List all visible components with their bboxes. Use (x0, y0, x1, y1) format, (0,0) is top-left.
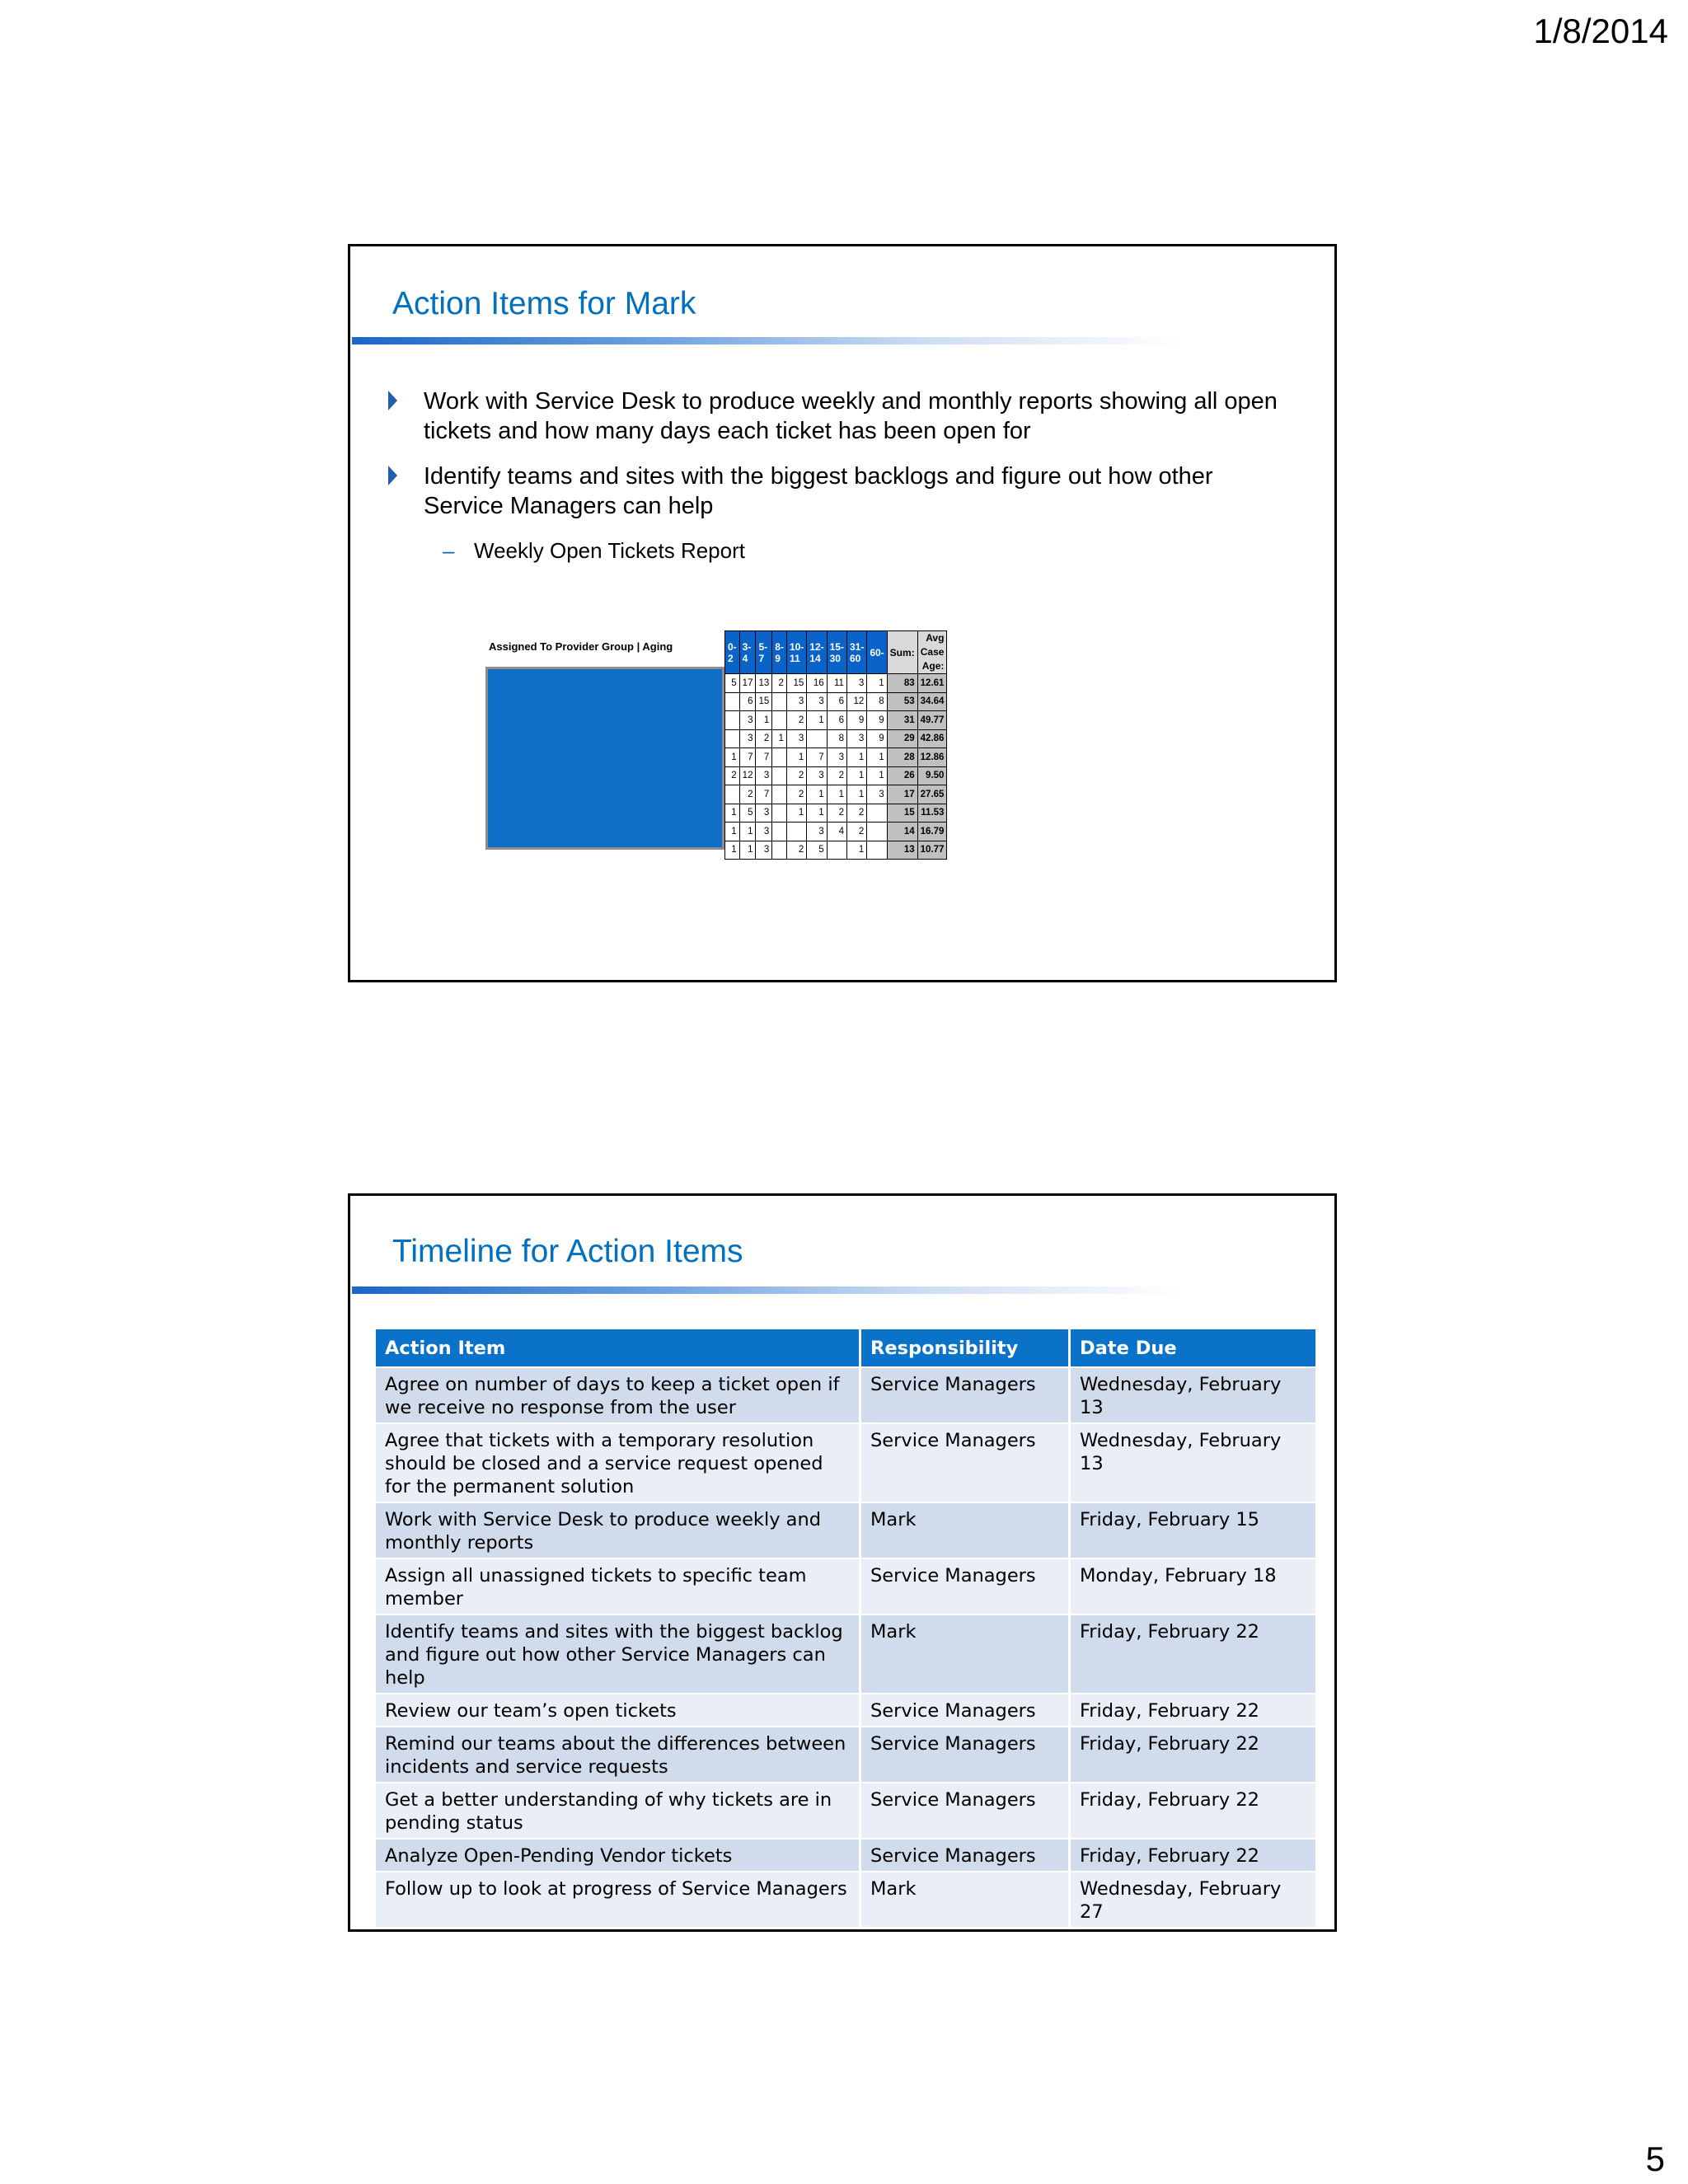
aging-row (725, 766, 947, 785)
bullet-text: Work with Service Desk to produce weekly and monthly reports showing all open tickets and how many days each ticket has been open for (424, 388, 1278, 444)
aging-cell (725, 692, 740, 711)
aging-cell: 1 (725, 841, 740, 860)
aging-cell: 2 (739, 785, 756, 804)
aging-cell: 13 (756, 674, 772, 693)
aging-cell: 1 (846, 766, 866, 785)
timeline-header-row (376, 1329, 1315, 1367)
responsibility-cell: Service Managers (860, 1783, 1070, 1839)
date-due-cell: Friday, February 22 (1070, 1694, 1316, 1727)
aging-cell: 9 (867, 729, 887, 748)
aging-cell: 1 (739, 841, 756, 860)
aging-cell: 1 (772, 729, 787, 748)
page-date: 1/8/2014 (1533, 12, 1668, 50)
aging-cell (772, 711, 787, 730)
action-item-cell: Agree on number of days to keep a ticket open if we receive no response from the user (376, 1367, 860, 1423)
aging-cell: 1 (725, 748, 740, 767)
aging-cell: 1 (756, 711, 772, 730)
aging-cell: 1 (846, 748, 866, 767)
aging-avg-cell: 27.65 (917, 785, 947, 804)
aging-column-header: 31-60 (846, 631, 866, 674)
aging-cell: 2 (846, 804, 866, 823)
responsibility-cell: Service Managers (860, 1839, 1070, 1872)
aging-cell: 9 (867, 711, 887, 730)
aging-sum-cell: 28 (887, 748, 917, 767)
table-row (376, 1615, 1315, 1694)
aging-row (725, 711, 947, 730)
aging-cell (772, 785, 787, 804)
aging-cell: 5 (807, 841, 827, 860)
aging-cell: 2 (786, 841, 806, 860)
aging-cell: 9 (846, 711, 866, 730)
aging-sum-cell: 29 (887, 729, 917, 748)
aging-row (725, 841, 947, 860)
date-due-cell: Friday, February 22 (1070, 1783, 1316, 1839)
aging-cell: 3 (786, 692, 806, 711)
aging-sum-cell: 13 (887, 841, 917, 860)
aging-cell (772, 692, 787, 711)
aging-cell: 2 (786, 766, 806, 785)
action-item-cell: Work with Service Desk to produce weekly and monthly reports (376, 1502, 860, 1558)
table-row (376, 1727, 1315, 1783)
action-item-cell: Assign all unassigned tickets to specific team member (376, 1558, 860, 1615)
aging-header-row (725, 631, 947, 674)
aging-cell: 3 (739, 729, 756, 748)
aging-sum-cell: 14 (887, 823, 917, 841)
aging-cell (867, 823, 887, 841)
aging-avg-cell: 9.50 (917, 766, 947, 785)
aging-cell: 4 (827, 823, 846, 841)
aging-cell (807, 729, 827, 748)
column-header-date-due: Date Due (1070, 1329, 1316, 1367)
aging-cell (725, 729, 740, 748)
action-item-cell: Follow up to look at progress of Service Managers (376, 1872, 860, 1927)
aging-sum-cell: 53 (887, 692, 917, 711)
column-header-responsibility: Responsibility (860, 1329, 1070, 1367)
report-row-header: Assigned To Provider Group | Aging (489, 640, 673, 653)
responsibility-cell: Service Managers (860, 1694, 1070, 1727)
bullet-item (383, 387, 1290, 446)
aging-cell: 3 (807, 692, 827, 711)
aging-cell: 1 (807, 804, 827, 823)
aging-cell: 1 (846, 785, 866, 804)
date-due-cell: Friday, February 22 (1070, 1839, 1316, 1872)
table-row (376, 1558, 1315, 1615)
aging-row (725, 804, 947, 823)
aging-cell: 3 (756, 766, 772, 785)
sub-bullet-text: Weekly Open Tickets Report (474, 538, 745, 563)
table-row (376, 1423, 1315, 1502)
aging-cell (725, 785, 740, 804)
aging-cell: 1 (725, 804, 740, 823)
aging-cell: 2 (827, 766, 846, 785)
title-underline (352, 337, 1184, 344)
action-item-cell: Identify teams and sites with the biggest backlog and figure out how other Service Managers can help (376, 1615, 860, 1694)
aging-cell: 1 (807, 711, 827, 730)
responsibility-cell: Service Managers (860, 1558, 1070, 1615)
aging-cell: 1 (786, 748, 806, 767)
slide-action-items (348, 244, 1337, 982)
aging-cell: 1 (867, 674, 887, 693)
aging-cell: 1 (807, 785, 827, 804)
aging-column-header: 60- (867, 631, 887, 674)
aging-cell: 2 (786, 711, 806, 730)
aging-cell: 5 (725, 674, 740, 693)
aging-cell: 17 (739, 674, 756, 693)
aging-cell: 15 (786, 674, 806, 693)
aging-sum-cell: 31 (887, 711, 917, 730)
aging-row (725, 674, 947, 693)
aging-cell: 7 (807, 748, 827, 767)
date-due-cell: Friday, February 22 (1070, 1615, 1316, 1694)
aging-column-header: 3-4 (739, 631, 756, 674)
timeline-table (376, 1329, 1315, 1927)
date-due-cell: Wednesday, February 13 (1070, 1423, 1316, 1502)
title-underline (352, 1286, 1184, 1294)
aging-cell: 8 (867, 692, 887, 711)
responsibility-cell: Service Managers (860, 1367, 1070, 1423)
aging-cell (772, 841, 787, 860)
aging-cell: 2 (772, 674, 787, 693)
aging-cell: 2 (827, 804, 846, 823)
aging-column-header: 8-9 (772, 631, 787, 674)
triangle-bullet-icon (388, 391, 397, 410)
aging-cell: 11 (827, 674, 846, 693)
aging-cell: 3 (827, 748, 846, 767)
aging-cell: 3 (739, 711, 756, 730)
aging-cell: 7 (756, 785, 772, 804)
aging-cell: 2 (756, 729, 772, 748)
sub-bullet-item (383, 537, 1290, 565)
column-header-action-item: Action Item (376, 1329, 860, 1367)
dash-bullet-icon: – (443, 538, 455, 563)
table-row (376, 1783, 1315, 1839)
aging-avg-cell: 11.53 (917, 804, 947, 823)
aging-sum-cell: 17 (887, 785, 917, 804)
aging-sum-cell: 15 (887, 804, 917, 823)
aging-table (724, 630, 947, 860)
aging-sum-cell: 26 (887, 766, 917, 785)
aging-cell: 16 (807, 674, 827, 693)
bullet-text: Identify teams and sites with the biggest backlogs and figure out how other Service Managers can help (424, 463, 1213, 519)
responsibility-cell: Mark (860, 1502, 1070, 1558)
slide-title: Action Items for Mark (392, 286, 696, 321)
aging-cell: 1 (867, 766, 887, 785)
aging-cell: 7 (739, 748, 756, 767)
aging-cell (725, 711, 740, 730)
action-item-cell: Remind our teams about the differences between incidents and service requests (376, 1727, 860, 1783)
aging-cell: 1 (846, 841, 866, 860)
aging-cell (867, 841, 887, 860)
aging-column-header: Avg Case Age: (917, 631, 947, 674)
aging-cell: 3 (807, 766, 827, 785)
aging-cell: 1 (725, 823, 740, 841)
aging-row (725, 785, 947, 804)
bullet-item (383, 462, 1290, 521)
aging-column-header: 0-2 (725, 631, 740, 674)
aging-avg-cell: 42.86 (917, 729, 947, 748)
aging-avg-cell: 34.64 (917, 692, 947, 711)
action-item-cell: Get a better understanding of why tickets are in pending status (376, 1783, 860, 1839)
aging-cell: 6 (827, 692, 846, 711)
aging-column-header: 10-11 (786, 631, 806, 674)
aging-cell (867, 804, 887, 823)
aging-cell: 7 (756, 748, 772, 767)
aging-cell: 3 (846, 729, 866, 748)
aging-cell: 2 (725, 766, 740, 785)
date-due-cell: Monday, February 18 (1070, 1558, 1316, 1615)
aging-cell: 12 (846, 692, 866, 711)
aging-cell: 1 (867, 748, 887, 767)
responsibility-cell: Mark (860, 1872, 1070, 1927)
date-due-cell: Wednesday, February 27 (1070, 1872, 1316, 1927)
aging-avg-cell: 12.61 (917, 674, 947, 693)
aging-cell (772, 748, 787, 767)
aging-column-header: Sum: (887, 631, 917, 674)
responsibility-cell: Service Managers (860, 1423, 1070, 1502)
aging-avg-cell: 12.86 (917, 748, 947, 767)
aging-row (725, 823, 947, 841)
aging-cell: 1 (827, 785, 846, 804)
date-due-cell: Wednesday, February 13 (1070, 1367, 1316, 1423)
responsibility-cell: Service Managers (860, 1727, 1070, 1783)
aging-cell: 3 (756, 841, 772, 860)
aging-cell (772, 823, 787, 841)
action-item-cell: Review our team’s open tickets (376, 1694, 860, 1727)
bullet-list (383, 387, 1290, 565)
responsibility-cell: Mark (860, 1615, 1070, 1694)
aging-column-header: 12-14 (807, 631, 827, 674)
aging-cell: 3 (807, 823, 827, 841)
aging-avg-cell: 16.79 (917, 823, 947, 841)
date-due-cell: Friday, February 15 (1070, 1502, 1316, 1558)
aging-sum-cell: 83 (887, 674, 917, 693)
aging-cell: 2 (846, 823, 866, 841)
aging-cell: 3 (786, 729, 806, 748)
aging-cell (786, 823, 806, 841)
aging-cell: 6 (827, 711, 846, 730)
aging-cell: 3 (867, 785, 887, 804)
slide-timeline (348, 1193, 1337, 1932)
table-row (376, 1502, 1315, 1558)
aging-cell: 12 (739, 766, 756, 785)
aging-avg-cell: 49.77 (917, 711, 947, 730)
aging-column-header: 5-7 (756, 631, 772, 674)
table-row (376, 1694, 1315, 1727)
table-row (376, 1872, 1315, 1927)
action-item-cell: Analyze Open-Pending Vendor tickets (376, 1839, 860, 1872)
aging-column-header: 15-30 (827, 631, 846, 674)
aging-cell: 6 (739, 692, 756, 711)
redacted-group-names (485, 667, 724, 850)
aging-cell: 5 (739, 804, 756, 823)
aging-avg-cell: 10.77 (917, 841, 947, 860)
aging-cell: 3 (756, 804, 772, 823)
action-item-cell: Agree that tickets with a temporary resolution should be closed and a service request opened for the permanent solution (376, 1423, 860, 1502)
aging-cell (827, 841, 846, 860)
table-row (376, 1367, 1315, 1423)
aging-cell: 3 (846, 674, 866, 693)
aging-cell: 8 (827, 729, 846, 748)
aging-cell (772, 766, 787, 785)
aging-row (725, 729, 947, 748)
aging-row (725, 748, 947, 767)
aging-row (725, 692, 947, 711)
aging-cell: 3 (756, 823, 772, 841)
aging-cell: 2 (786, 785, 806, 804)
table-row (376, 1839, 1315, 1872)
aging-cell: 15 (756, 692, 772, 711)
aging-cell: 1 (739, 823, 756, 841)
slide-title: Timeline for Action Items (392, 1234, 743, 1269)
page-number: 5 (1645, 2139, 1665, 2178)
aging-cell: 1 (786, 804, 806, 823)
triangle-bullet-icon (388, 466, 397, 485)
date-due-cell: Friday, February 22 (1070, 1727, 1316, 1783)
aging-cell (772, 804, 787, 823)
